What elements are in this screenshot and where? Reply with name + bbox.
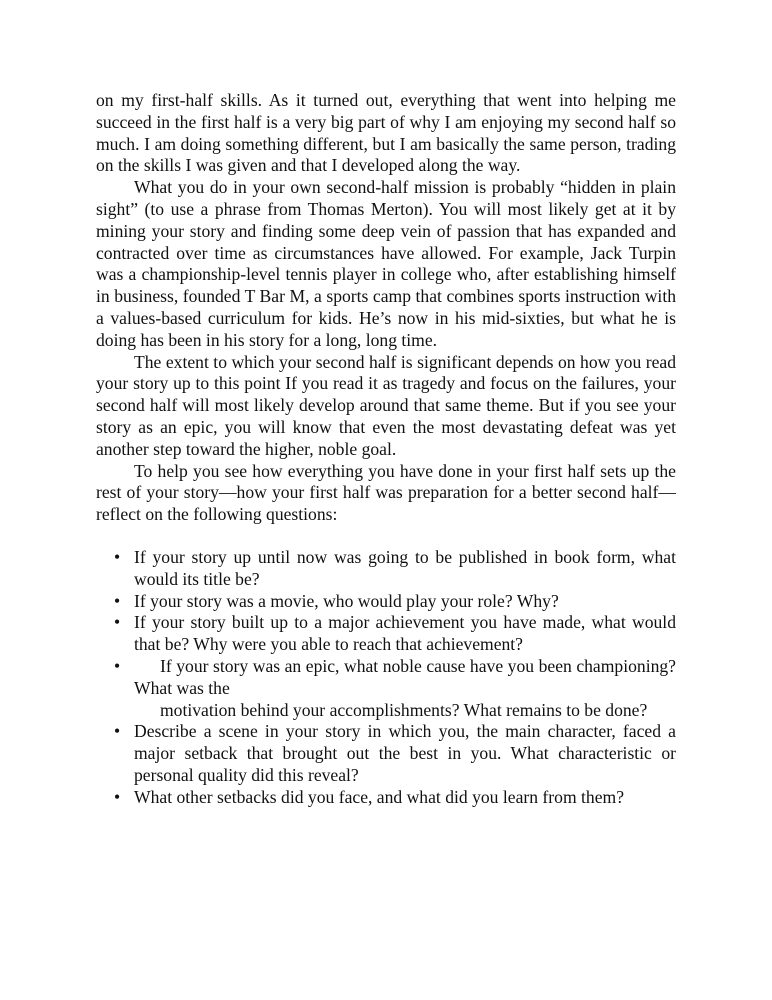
list-item bbox=[96, 547, 676, 591]
paragraph-1: on my first-half skills. As it turned out, everything that went into helping me succeed in the first half is a very big part of why I am enjoying my second half so much. I am doing something different, but I am basically the same person, trading on the skills I was given and that I developed along the way. bbox=[96, 90, 676, 176]
list-item-continuation: motivation behind your accomplishments? What remains to be done? bbox=[160, 699, 648, 720]
list-item bbox=[96, 787, 676, 809]
list-item-text: What other setbacks did you face, and what did you learn from them? bbox=[134, 786, 625, 807]
list-item-text: If your story up until now was going to be published in book form, what would its title be? bbox=[134, 546, 676, 589]
list-item-text: If your story was a movie, who would play your role? Why? bbox=[134, 590, 559, 611]
list-item-text: Describe a scene in your story in which you, the main character, faced a major setback that brought out the best in you. What characteristic or personal quality did this reveal? bbox=[134, 721, 676, 785]
list-item bbox=[96, 612, 676, 656]
bullet-icon: • bbox=[114, 590, 121, 611]
list-item bbox=[96, 721, 676, 786]
paragraph-2: What you do in your own second-half mission is probably “hidden in plain sight” (to use a phrase from Thomas Merton). You will most likely get at it by mining your story and finding some deep vein of passion that has expanded and contracted over time as circumstances have allowed. For example, Jack Turpin was a championship-level tennis player in college who, after establishing himself in business, founded T Bar M, a sports camp that combines sports instruction with a values-based curriculum for kids. He’s now in his mid-sixties, but what he is doing has been in his story for a long, long time. bbox=[96, 177, 676, 350]
bullet-icon: • bbox=[114, 612, 121, 633]
bullet-icon: • bbox=[114, 655, 121, 676]
list-item bbox=[96, 656, 676, 721]
document-page bbox=[96, 90, 676, 809]
paragraph-4: To help you see how everything you have done in your first half sets up the rest of your story—how your first half was preparation for a better second half—reflect on the following questions: bbox=[96, 460, 676, 525]
paragraph-3: The extent to which your second half is significant depends on how you read your story up to this point If you read it as tragedy and focus on the failures, your second half will most likely develop around that same theme. But if you see your story as an epic, you will know that even the most devastating defeat was yet another step toward the higher, noble goal. bbox=[96, 351, 676, 459]
bullet-icon: • bbox=[114, 546, 121, 567]
bullet-icon: • bbox=[114, 786, 121, 807]
list-item-text: If your story built up to a major achievement you have made, what would that be? Why were you able to reach that achievement? bbox=[134, 612, 676, 655]
question-list bbox=[96, 547, 676, 809]
list-item-text: If your story was an epic, what noble cause have you been championing? What was the bbox=[134, 655, 676, 698]
list-item bbox=[96, 591, 676, 613]
bullet-icon: • bbox=[114, 721, 121, 742]
